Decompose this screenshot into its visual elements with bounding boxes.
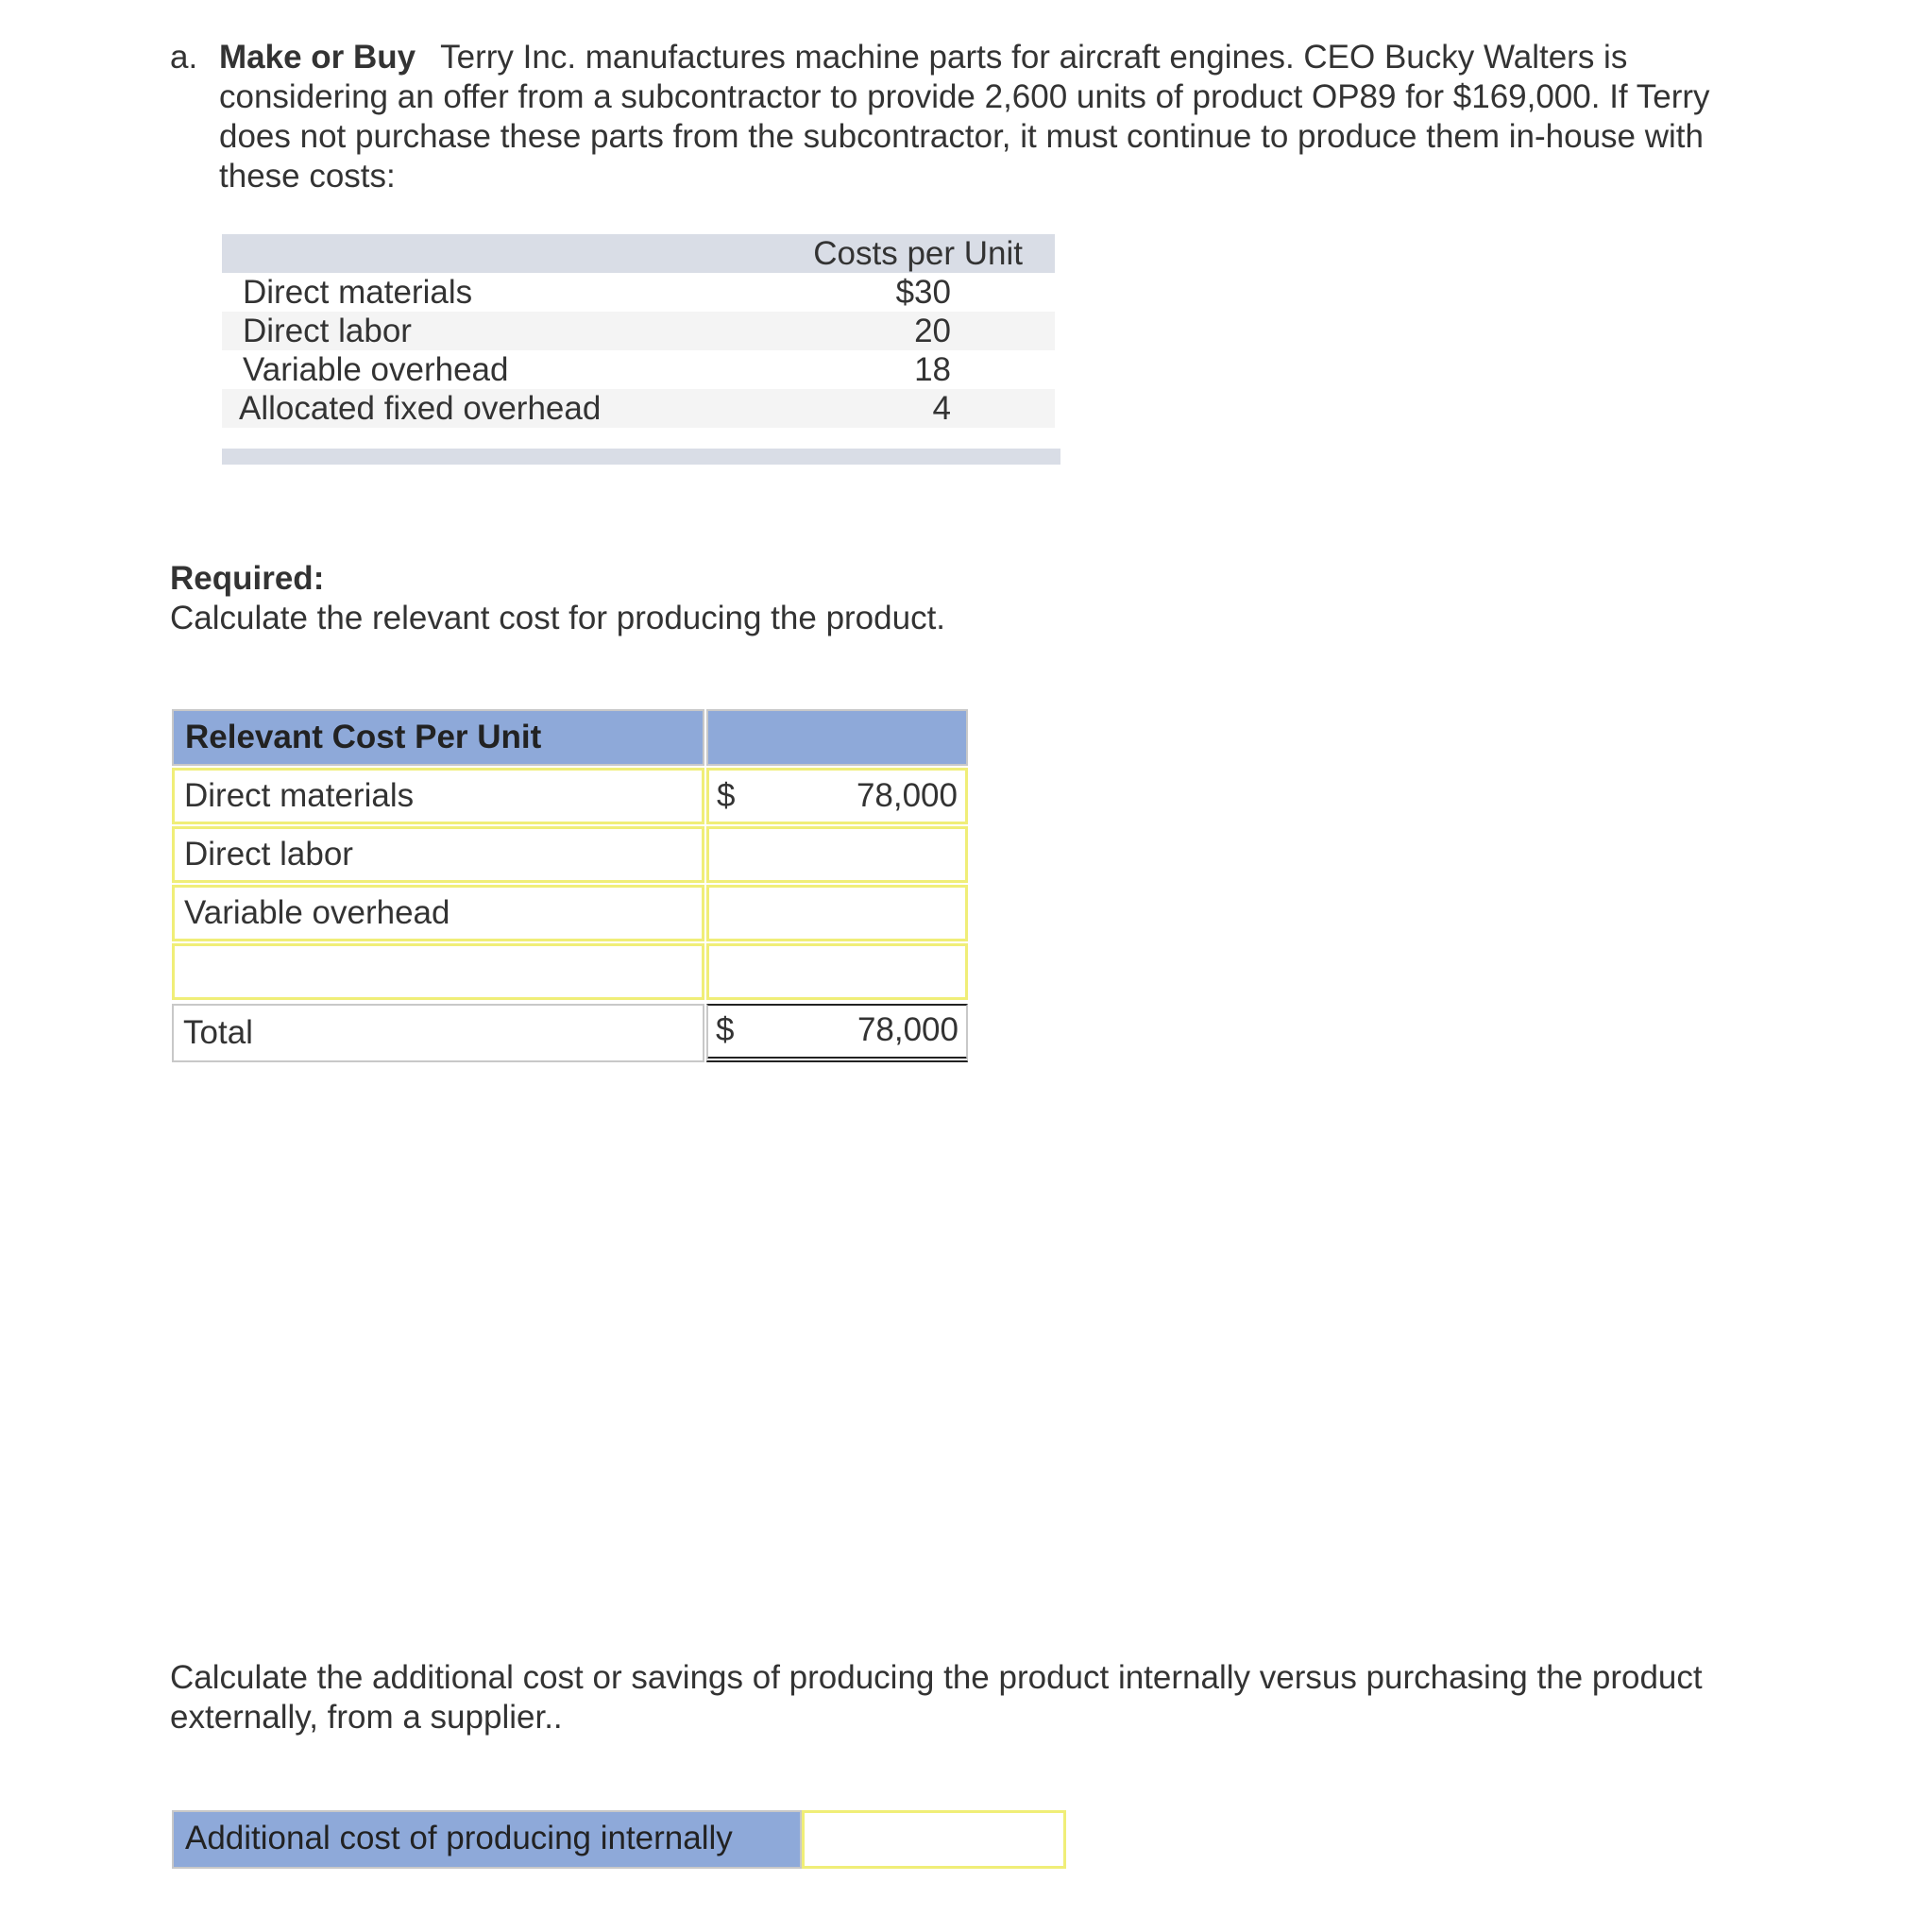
relevant-row-amount-input[interactable] [706,943,968,1000]
given-table-header-label: Costs per Unit [813,235,1023,272]
relevant-total-amount-cell [706,1004,968,1062]
relevant-row-label: Direct labor [184,836,353,873]
given-row-variable-overhead [222,350,1055,389]
relevant-row-label-cell[interactable] [172,826,704,883]
given-row-label: Allocated fixed overhead [239,390,602,427]
currency-symbol: $ [716,1011,735,1048]
additional-cost-input[interactable] [802,1810,1066,1869]
given-row-label: Variable overhead [243,351,509,388]
question-2-text: Calculate the additional cost or savings of producing the product internally versus purchasing the product externally, from a supplier.. [170,1659,1703,1736]
given-row-value: $30 [895,274,951,311]
additional-cost-label-cell [172,1810,802,1869]
relevant-row-label-cell[interactable] [172,768,704,824]
relevant-table-header-label: Relevant Cost Per Unit [185,719,542,755]
given-row-value: 18 [914,351,951,388]
problem-title: Make or Buy [219,39,416,76]
given-row-value: 4 [932,390,951,427]
relevant-total-label-cell [172,1004,704,1062]
relevant-row-label: Direct materials [184,777,415,814]
relevant-table-header [172,709,704,766]
relevant-row-amount-input[interactable] [706,768,968,824]
relevant-row-label: Variable overhead [184,894,450,931]
relevant-row-amount-input[interactable] [706,885,968,941]
relevant-total-amount: 78,000 [857,1011,958,1048]
given-row-label: Direct labor [243,313,412,349]
relevant-row-amount-input[interactable] [706,826,968,883]
given-row-label: Direct materials [243,274,473,311]
relevant-row-label-cell[interactable] [172,943,704,1000]
required-text: Calculate the relevant cost for producing the product. [170,600,946,636]
given-table-footer [222,449,1060,465]
relevant-row-amount: 78,000 [856,777,958,814]
problem-body: Terry Inc. manufactures machine parts for aircraft engines. CEO Bucky Walters is considering an offer from a subcontractor to provide 2,600 units of product OP89 for $169,000. If Terry does not purchase these parts from the subcontractor, it must continue to produce them in-house with these costs: [219,39,1710,195]
given-row-allocated-fixed-overhead [222,389,1055,428]
currency-symbol: $ [717,777,736,814]
given-row-direct-labor [222,312,1055,350]
given-row-direct-materials [222,273,1055,312]
problem-statement [219,38,1768,196]
problem-letter: a. [170,39,198,76]
given-table-header [222,234,1055,273]
relevant-total-label: Total [183,1014,253,1051]
relevant-table-header-amount [706,709,968,766]
relevant-cost-table [172,709,968,1068]
additional-cost-label: Additional cost of producing internally [185,1820,733,1856]
relevant-row-label-cell[interactable] [172,885,704,941]
given-row-value: 20 [914,313,951,349]
required-title: Required: [170,560,325,597]
